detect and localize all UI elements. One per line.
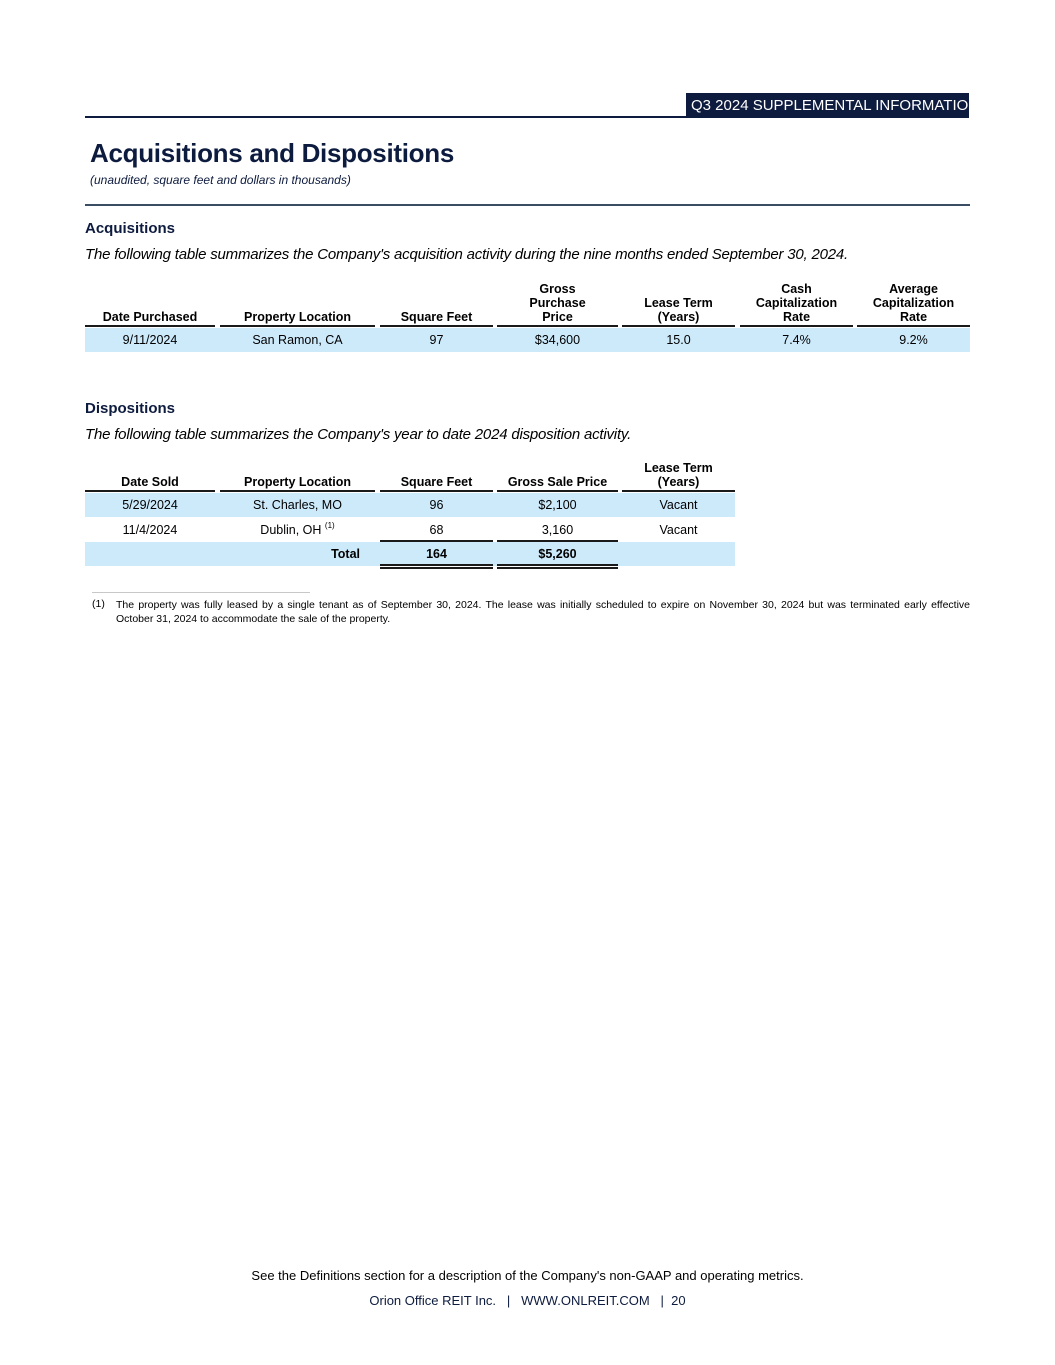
total-double-rule — [380, 564, 493, 566]
col-header-date-purchased: Date Purchased — [102, 310, 198, 324]
title-divider — [85, 204, 970, 206]
header-underline — [85, 490, 215, 492]
footer-note: See the Definitions section for a description of the Company's non-GAAP and operating metrics. — [251, 1268, 804, 1283]
cell-average-cap-rate: 9.2% — [899, 333, 928, 347]
header-rule — [85, 116, 687, 118]
total-label: Total — [331, 547, 360, 561]
col-header-gross-purchase-price: Gross Purchase Price — [529, 282, 586, 324]
header-underline — [220, 490, 375, 492]
footnote-marker: (1) — [92, 598, 105, 610]
cell-property-location: St. Charles, MO — [253, 498, 342, 512]
cell-lease-term: 15.0 — [666, 333, 691, 347]
header-underline — [380, 325, 493, 327]
total-square-feet: 164 — [426, 547, 447, 561]
header-underline — [85, 325, 215, 327]
cell-gross-purchase-price: $34,600 — [534, 333, 581, 347]
col-header-square-feet: Square Feet — [400, 310, 473, 324]
cell-date-sold: 11/4/2024 — [122, 523, 178, 537]
page-subtitle: (unaudited, square feet and dollars in thousands) — [90, 173, 351, 187]
cell-date-purchased: 9/11/2024 — [122, 333, 178, 347]
cell-square-feet: 97 — [429, 333, 444, 347]
total-gross-sale-price: $5,260 — [538, 547, 577, 561]
cell-lease-term: Vacant — [659, 498, 698, 512]
cell-square-feet: 96 — [429, 498, 444, 512]
header-underline — [497, 325, 618, 327]
cell-cash-cap-rate: 7.4% — [782, 333, 811, 347]
footer-company: Orion Office REIT Inc. — [369, 1293, 497, 1308]
cell-square-feet: 68 — [429, 523, 444, 537]
cell-date-sold: 5/29/2024 — [122, 498, 178, 512]
dispositions-heading: Dispositions — [85, 400, 176, 417]
cell-lease-term: Vacant — [659, 523, 698, 537]
col-header-gross-sale-price: Gross Sale Price — [507, 475, 608, 489]
footer-line — [0, 1293, 1055, 1308]
cell-property-location: San Ramon, CA — [252, 333, 343, 347]
col-header-average-cap-rate: Average Capitalization Rate — [872, 282, 955, 324]
header-underline — [220, 325, 375, 327]
page-title: Acquisitions and Dispositions — [90, 138, 454, 168]
total-double-rule — [380, 567, 493, 569]
col-header-cash-cap-rate: Cash Capitalization Rate — [755, 282, 838, 324]
col-header-lease-term: Lease Term (Years) — [644, 461, 713, 489]
location-text: Dublin, OH — [260, 523, 322, 537]
footnote-marker: (1) — [324, 521, 335, 530]
acquisitions-heading: Acquisitions — [85, 220, 176, 237]
header-underline — [857, 325, 970, 327]
header-underline — [622, 325, 735, 327]
cell-property-location — [220, 518, 375, 542]
col-header-lease-term: Lease Term (Years) — [644, 296, 713, 324]
dispositions-description: The following table summarizes the Company's year to date 2024 disposition activity. — [85, 426, 632, 443]
total-double-rule — [497, 564, 618, 566]
cell-gross-sale-price: $2,100 — [538, 498, 577, 512]
col-header-square-feet: Square Feet — [400, 475, 473, 489]
supplemental-banner: Q3 2024 SUPPLEMENTAL INFORMATION — [686, 93, 969, 118]
footnote-divider — [92, 592, 310, 593]
page-number: 20 — [671, 1293, 686, 1308]
col-header-property-location: Property Location — [244, 310, 351, 324]
total-double-rule — [497, 567, 618, 569]
col-header-property-location: Property Location — [244, 475, 351, 489]
header-underline — [497, 490, 618, 492]
header-underline — [740, 325, 853, 327]
header-underline — [622, 490, 735, 492]
col-header-date-sold: Date Sold — [121, 475, 179, 489]
cell-gross-sale-price: 3,160 — [541, 523, 574, 537]
footer-separator: | — [660, 1293, 664, 1308]
footer-separator: | — [506, 1293, 511, 1308]
footnote-text: The property was fully leased by a single tenant as of September 30, 2024. The lease was initially scheduled to expire on November 30, 2024 but was terminated early effective October 31, 2024 to accommodate the sale of the property. — [116, 599, 970, 625]
acquisitions-description: The following table summarizes the Company's acquisition activity during the nine months ended September 30, 2024. — [85, 246, 849, 263]
header-underline — [380, 490, 493, 492]
footer-website[interactable]: WWW.ONLREIT.COM — [521, 1293, 650, 1308]
